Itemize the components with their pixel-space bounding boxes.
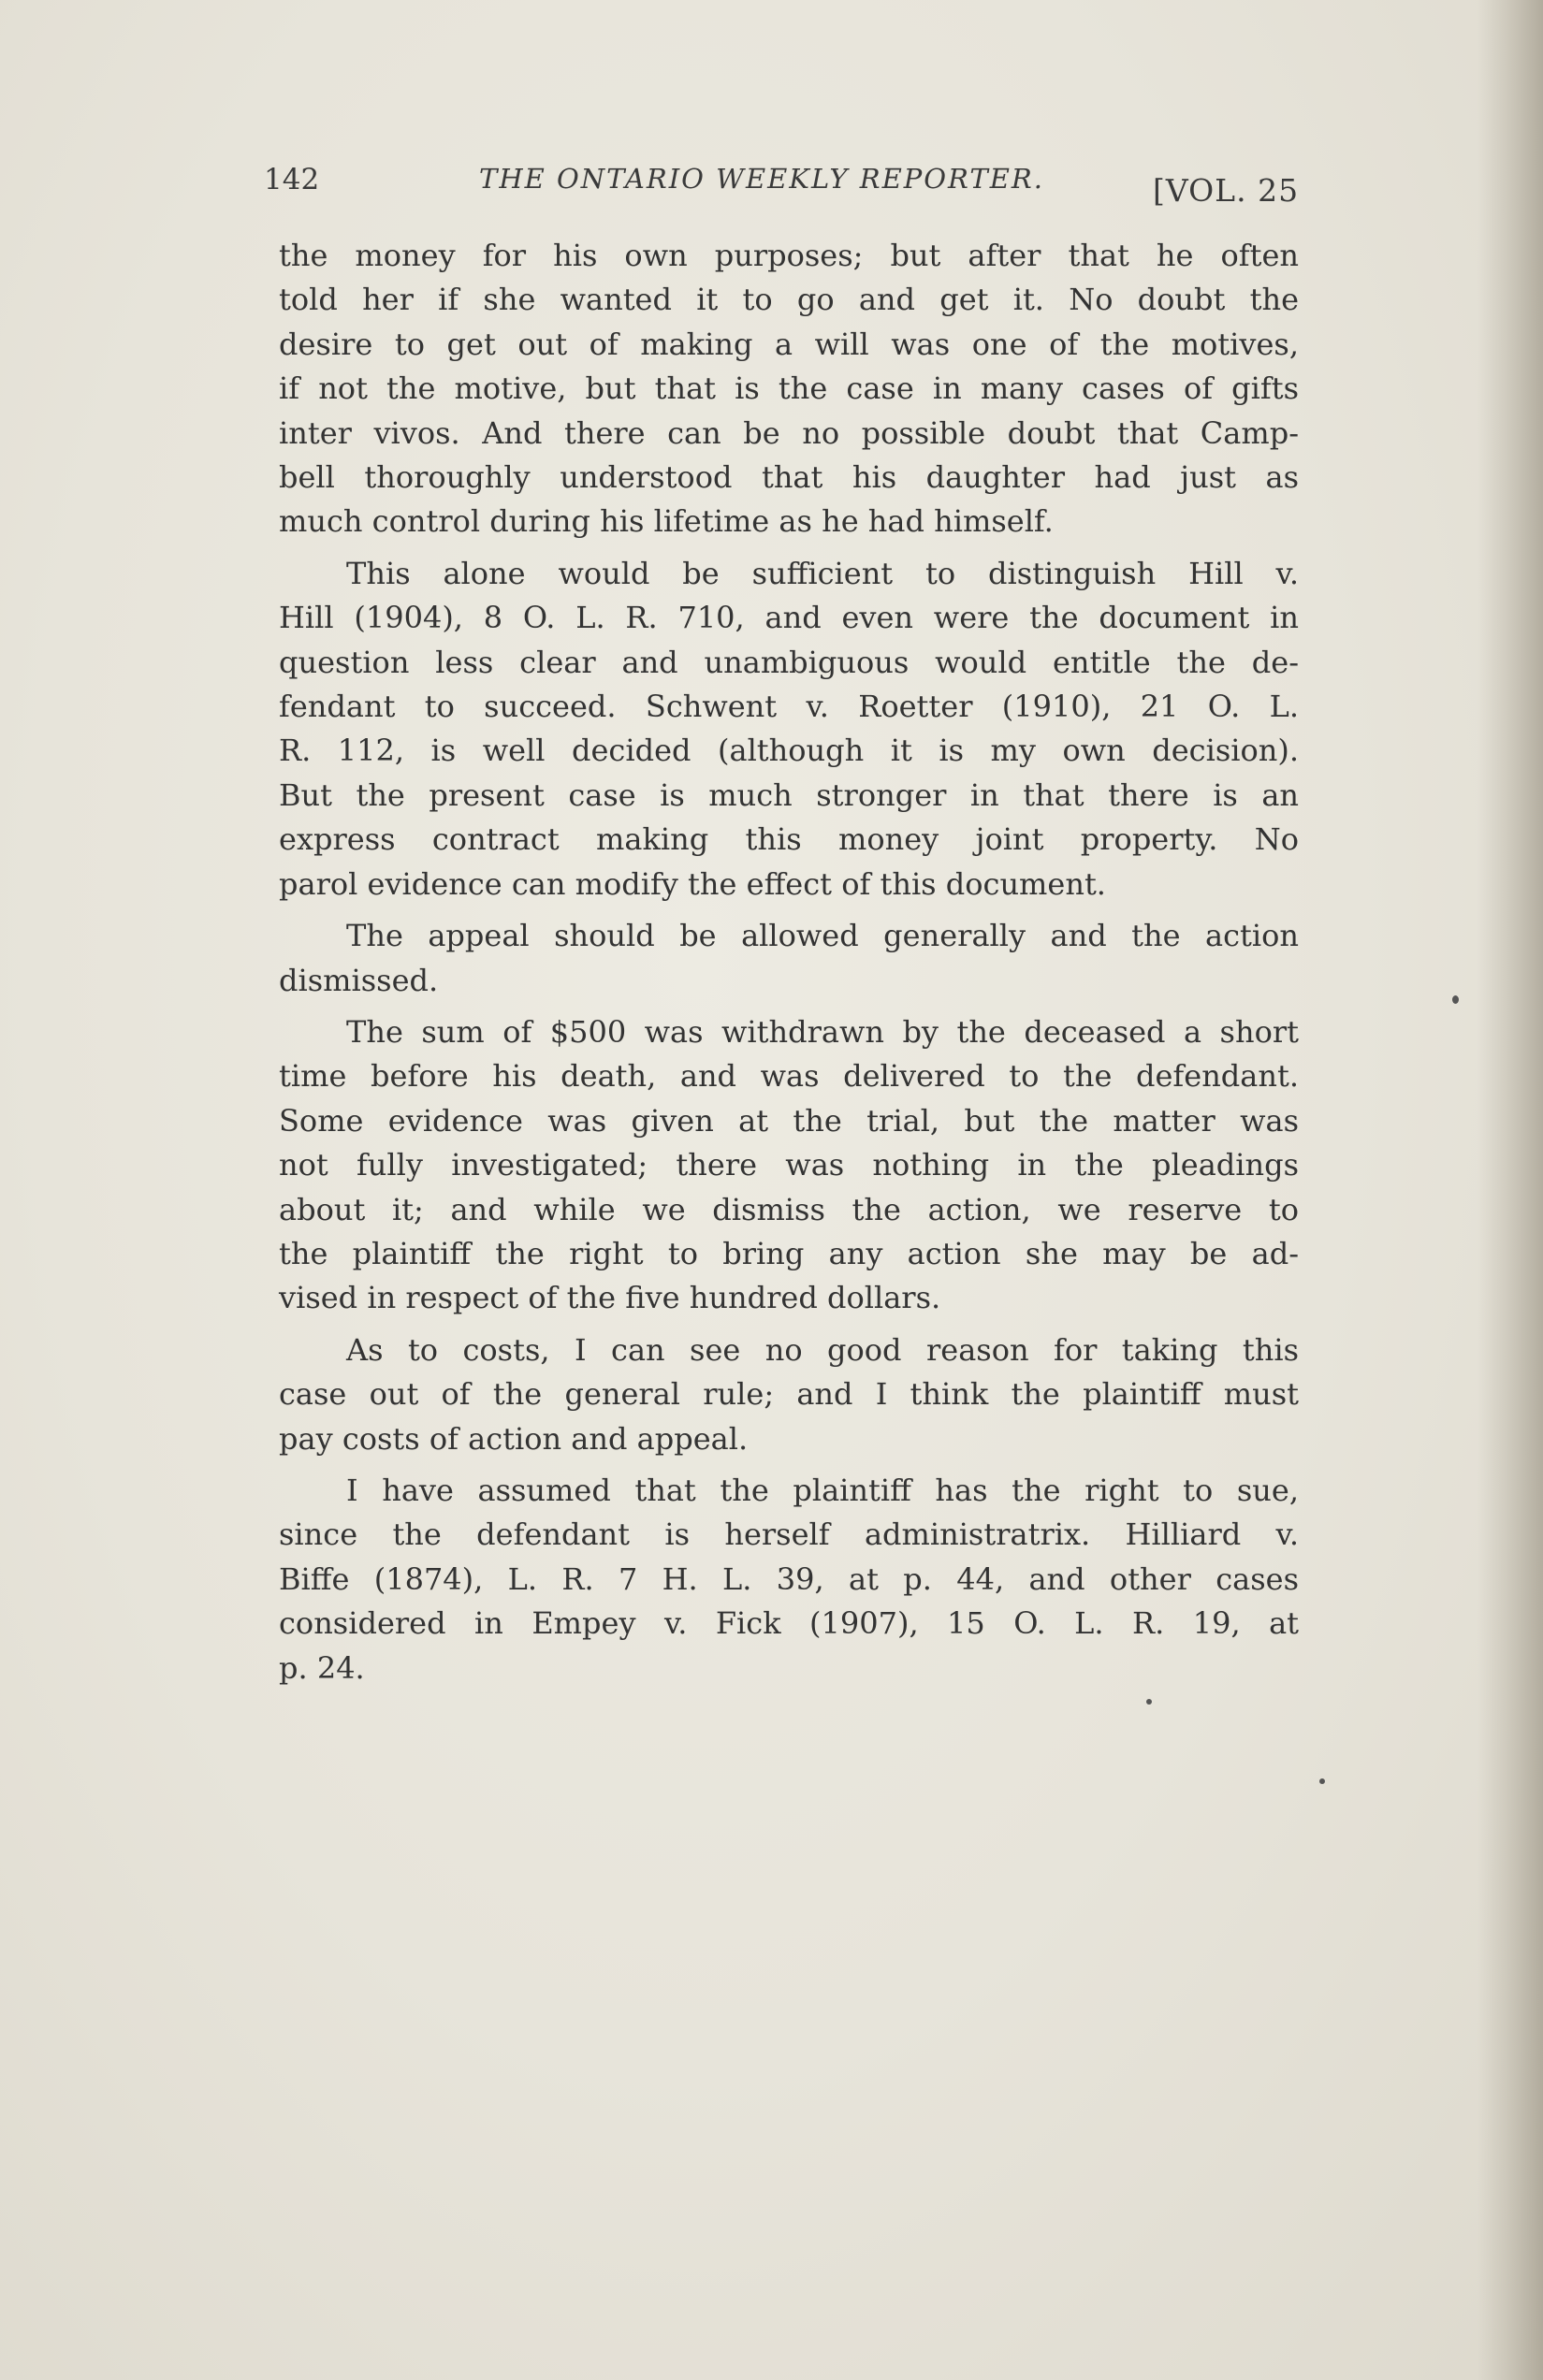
ink-speck [1146, 1699, 1152, 1705]
text-line: dismissed. [279, 962, 439, 998]
text-line: As to costs, I can see no good reason for taking this [346, 1331, 1299, 1368]
text-line: bell thoroughly understood that his daughter had just as [279, 459, 1299, 496]
running-title: THE ONTARIO WEEKLY REPORTER. [479, 163, 1044, 195]
text-line: considered in Empey v. Fick (1907), 15 O. L. R. 19, at [279, 1605, 1299, 1642]
text-line: case out of the general rule; and I think the plaintiff must [279, 1376, 1299, 1413]
text-line: The sum of $500 was withdrawn by the deceased a short [346, 1013, 1299, 1050]
text-line: The appeal should be allowed generally and the action [346, 918, 1299, 954]
text-line: about it; and while we dismiss the action, we reserve to [279, 1191, 1299, 1227]
text-line: But the present case is much stronger in that there is an [279, 776, 1299, 813]
paragraph-1 [279, 234, 1299, 544]
paragraph-4 [279, 1010, 1299, 1321]
text-line: vised in respect of the five hundred dollars. [279, 1280, 941, 1316]
paragraph-6 [279, 1469, 1299, 1691]
text-line: since the defendant is herself administratrix. Hilliard v. [279, 1517, 1299, 1553]
page-header [264, 157, 1312, 213]
ink-speck [1452, 995, 1459, 1004]
volume-label: [VOL. 25 [1153, 172, 1300, 209]
page-binding-shadow [1477, 0, 1543, 2380]
text-line: pay costs of action and appeal. [279, 1420, 749, 1457]
text-line: I have assumed that the plaintiff has the right to sue, [346, 1472, 1299, 1508]
text-line: parol evidence can modify the effect of this document. [279, 865, 1106, 902]
paragraph-2 [279, 552, 1299, 907]
text-line: not fully investigated; there was nothing in the pleadings [279, 1147, 1299, 1183]
text-line: express contract making this money joint property. No [279, 821, 1299, 858]
text-line: This alone would be sufficient to distinguish Hill v. [346, 555, 1299, 591]
text-line: Hill (1904), 8 O. L. R. 710, and even were the document in [279, 600, 1299, 636]
text-line: inter vivos. And there can be no possible doubt that Camp- [279, 414, 1299, 451]
paragraph-5 [279, 1328, 1299, 1461]
text-line: much control during his lifetime as he had himself. [279, 503, 1054, 540]
text-line: p. 24. [279, 1649, 365, 1686]
text-line: question less clear and unambiguous would entitle the de- [279, 644, 1299, 680]
ink-speck [1319, 1778, 1325, 1784]
paragraph-3 [279, 914, 1299, 1003]
text-line: if not the motive, but that is the case in many cases of gifts [279, 370, 1299, 407]
text-line: time before his death, and was delivered to the defendant. [279, 1058, 1299, 1095]
text-line: the money for his own purposes; but after that he often [279, 238, 1299, 273]
text-line: Biffe (1874), L. R. 7 H. L. 39, at p. 44, and other cases [279, 1560, 1299, 1597]
text-line: R. 112, is well decided (although it is my own decision). [279, 733, 1299, 769]
text-line: told her if she wanted it to go and get it. No doubt the [279, 282, 1299, 318]
text-line: the plaintiff the right to bring any action she may be ad- [279, 1235, 1299, 1271]
page-number: 142 [264, 163, 320, 196]
text-line: fendant to succeed. Schwent v. Roetter (1910), 21 O. L. [279, 689, 1299, 725]
text-line: desire to get out of making a will was one of the motives, [279, 326, 1299, 362]
text-line: Some evidence was given at the trial, but the matter was [279, 1102, 1299, 1139]
body-text [279, 234, 1299, 1698]
